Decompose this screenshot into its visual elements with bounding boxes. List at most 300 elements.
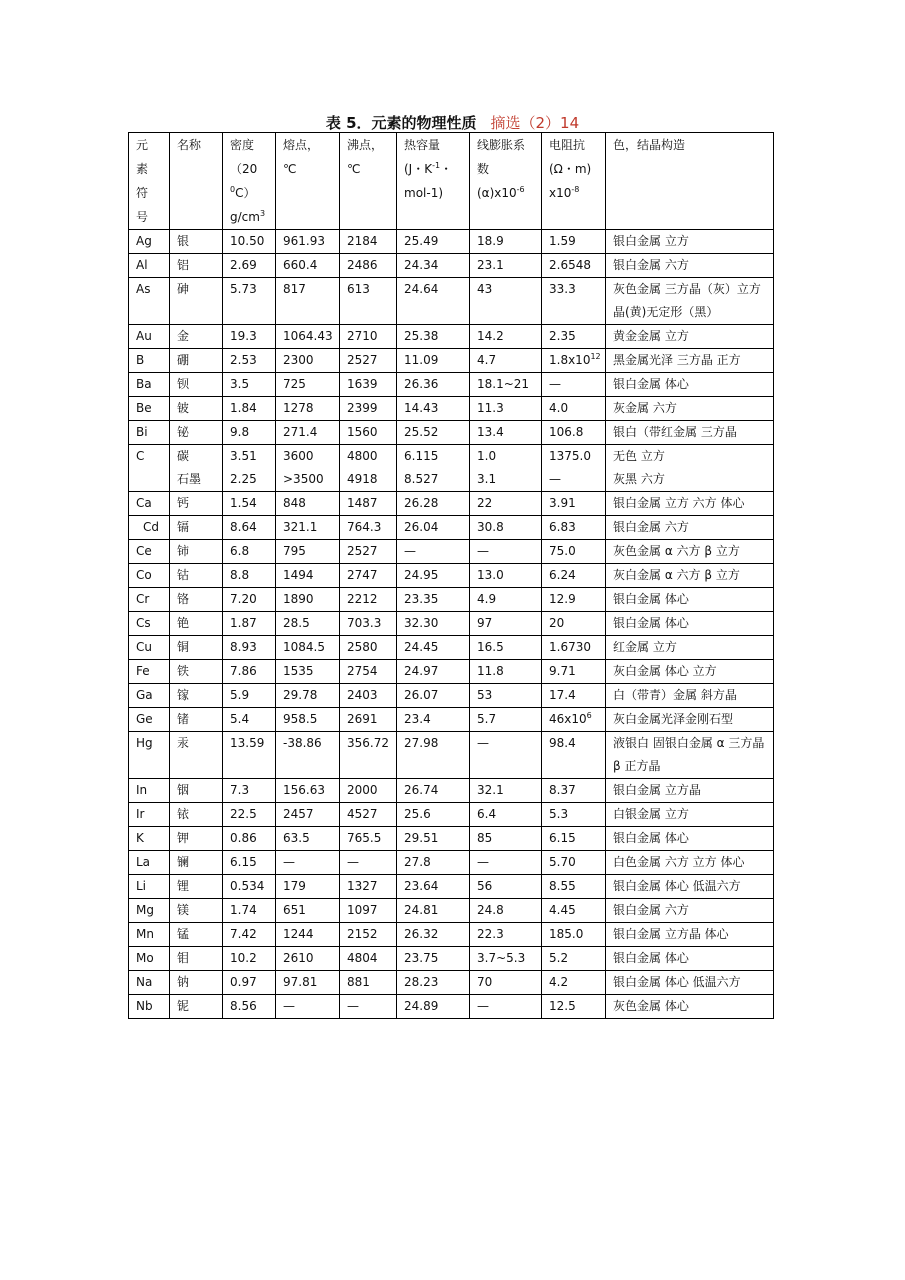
cell-thermal-expansion: 23.1 (470, 254, 542, 278)
cell-color-structure: 红金属 立方 (606, 636, 774, 660)
table-row (129, 373, 774, 397)
cell-color-structure: 银白金属 立方 六方 体心 (606, 492, 774, 516)
cell-symbol: Cu (129, 636, 170, 660)
cell-color-structure: 银白金属 六方 (606, 254, 774, 278)
cell-density: 1.74 (223, 899, 276, 923)
cell-melting-point: 156.63 (276, 779, 340, 803)
cell-boiling-point: 765.5 (340, 827, 397, 851)
table-row (129, 278, 774, 325)
cell-name: 钡 (170, 373, 223, 397)
cell-thermal-expansion: 53 (470, 684, 542, 708)
cell-name: 铯 (170, 612, 223, 636)
table-row (129, 397, 774, 421)
cell-symbol: Be (129, 397, 170, 421)
cell-density: 1.54 (223, 492, 276, 516)
cell-heat-capacity: 26.36 (397, 373, 470, 397)
cell-name: 锰 (170, 923, 223, 947)
cell-symbol: Fe (129, 660, 170, 684)
cell-resistivity: $1.8x10^{12}$ (542, 349, 606, 373)
cell-melting-point: 848 (276, 492, 340, 516)
header-symbol: 元 素 符 号 (129, 133, 170, 230)
header-melting-point: 熔点， ℃ (276, 133, 340, 230)
cell-thermal-expansion: 13.4 (470, 421, 542, 445)
cell-color-structure: 灰色金属 体心 (606, 995, 774, 1019)
cell-boiling-point: 2212 (340, 588, 397, 612)
cell-symbol: Bi (129, 421, 170, 445)
cell-boiling-point: 1097 (340, 899, 397, 923)
cell-symbol: Hg (129, 732, 170, 779)
cell-density: 19.3 (223, 325, 276, 349)
cell-color-structure: 银白（带红金属 三方晶 (606, 421, 774, 445)
cell-symbol: Ge (129, 708, 170, 732)
cell-name: 硼 (170, 349, 223, 373)
cell-symbol: Ba (129, 373, 170, 397)
table-row (129, 732, 774, 779)
cell-resistivity: 98.4 (542, 732, 606, 779)
cell-thermal-expansion: 4.9 (470, 588, 542, 612)
cell-symbol: Mo (129, 947, 170, 971)
cell-color-structure: 灰色金属 三方晶（灰）立方晶(黄)无定形（黑） (606, 278, 774, 325)
cell-heat-capacity: 23.64 (397, 875, 470, 899)
cell-melting-point: 1494 (276, 564, 340, 588)
cell-boiling-point: 2710 (340, 325, 397, 349)
cell-density: 22.5 (223, 803, 276, 827)
cell-heat-capacity: 24.45 (397, 636, 470, 660)
cell-symbol: Mn (129, 923, 170, 947)
cell-heat-capacity: 24.64 (397, 278, 470, 325)
cell-color-structure: 白色金属 六方 立方 体心 (606, 851, 774, 875)
cell-name: 镁 (170, 899, 223, 923)
cell-color-structure: 灰色金属 α 六方 β 立方 (606, 540, 774, 564)
table-row (129, 708, 774, 732)
cell-density: 1.84 (223, 397, 276, 421)
cell-boiling-point: — (340, 851, 397, 875)
cell-melting-point: 651 (276, 899, 340, 923)
cell-boiling-point: 613 (340, 278, 397, 325)
cell-name: 钠 (170, 971, 223, 995)
cell-thermal-expansion: 43 (470, 278, 542, 325)
cell-melting-point: 958.5 (276, 708, 340, 732)
cell-resistivity: 1375.0 — (542, 445, 606, 492)
cell-symbol: Co (129, 564, 170, 588)
cell-color-structure: 灰白金属 体心 立方 (606, 660, 774, 684)
cell-heat-capacity: 25.52 (397, 421, 470, 445)
cell-color-structure: 银白金属 体心 (606, 947, 774, 971)
cell-thermal-expansion: 1.0 3.1 (470, 445, 542, 492)
table-row (129, 230, 774, 254)
cell-density: 7.20 (223, 588, 276, 612)
cell-boiling-point: 2527 (340, 349, 397, 373)
cell-resistivity: — (542, 373, 606, 397)
cell-name: 汞 (170, 732, 223, 779)
table-title-main: 表 5．元素的物理性质 (325, 114, 477, 132)
table-title-note: 摘选（2）14 (490, 114, 580, 132)
cell-name: 铁 (170, 660, 223, 684)
cell-color-structure: 银白金属 立方晶 体心 (606, 923, 774, 947)
cell-resistivity: 4.0 (542, 397, 606, 421)
cell-density: 0.97 (223, 971, 276, 995)
cell-symbol: La (129, 851, 170, 875)
cell-thermal-expansion: 11.8 (470, 660, 542, 684)
cell-resistivity: 8.37 (542, 779, 606, 803)
cell-symbol: Ag (129, 230, 170, 254)
cell-density: 3.5 (223, 373, 276, 397)
cell-density: 5.9 (223, 684, 276, 708)
cell-thermal-expansion: 22 (470, 492, 542, 516)
cell-name: 锗 (170, 708, 223, 732)
cell-resistivity: 5.70 (542, 851, 606, 875)
cell-name: 铬 (170, 588, 223, 612)
cell-thermal-expansion: — (470, 732, 542, 779)
cell-heat-capacity: 26.28 (397, 492, 470, 516)
cell-thermal-expansion: 5.7 (470, 708, 542, 732)
cell-resistivity: 1.59 (542, 230, 606, 254)
cell-resistivity: 3.91 (542, 492, 606, 516)
cell-heat-capacity: — (397, 540, 470, 564)
cell-name: 钾 (170, 827, 223, 851)
cell-resistivity: 5.2 (542, 947, 606, 971)
cell-boiling-point: 2754 (340, 660, 397, 684)
table-row (129, 612, 774, 636)
cell-melting-point: 1278 (276, 397, 340, 421)
cell-melting-point: — (276, 995, 340, 1019)
cell-boiling-point: 881 (340, 971, 397, 995)
cell-symbol: In (129, 779, 170, 803)
cell-density: 8.64 (223, 516, 276, 540)
cell-symbol: K (129, 827, 170, 851)
cell-melting-point: 817 (276, 278, 340, 325)
cell-boiling-point: 1560 (340, 421, 397, 445)
table-row (129, 684, 774, 708)
cell-name: 铋 (170, 421, 223, 445)
cell-heat-capacity: 25.49 (397, 230, 470, 254)
cell-color-structure: 液银白 固银白金属 α 三方晶 β 正方晶 (606, 732, 774, 779)
table-row (129, 516, 774, 540)
cell-heat-capacity: 26.07 (397, 684, 470, 708)
cell-heat-capacity: 26.74 (397, 779, 470, 803)
cell-heat-capacity: 25.38 (397, 325, 470, 349)
cell-heat-capacity: 24.95 (397, 564, 470, 588)
cell-symbol: Ir (129, 803, 170, 827)
cell-boiling-point: 1327 (340, 875, 397, 899)
cell-melting-point: 1890 (276, 588, 340, 612)
cell-melting-point: 2457 (276, 803, 340, 827)
cell-thermal-expansion: — (470, 995, 542, 1019)
cell-name: 铝 (170, 254, 223, 278)
cell-boiling-point: 764.3 (340, 516, 397, 540)
cell-melting-point: 2300 (276, 349, 340, 373)
cell-symbol: B (129, 349, 170, 373)
header-density: 密度 （20 $^0$C） $g/cm^3$ (223, 133, 276, 230)
cell-color-structure: 无色 立方 灰黑 六方 (606, 445, 774, 492)
cell-name: 铟 (170, 779, 223, 803)
cell-thermal-expansion: 4.7 (470, 349, 542, 373)
cell-name: 镓 (170, 684, 223, 708)
cell-thermal-expansion: 97 (470, 612, 542, 636)
cell-name: 铱 (170, 803, 223, 827)
cell-boiling-point: 2184 (340, 230, 397, 254)
cell-heat-capacity: 23.35 (397, 588, 470, 612)
cell-resistivity: $46x10^6$ (542, 708, 606, 732)
cell-melting-point: -38.86 (276, 732, 340, 779)
cell-thermal-expansion: 14.2 (470, 325, 542, 349)
cell-name: 砷 (170, 278, 223, 325)
cell-boiling-point: 2486 (340, 254, 397, 278)
cell-melting-point: 1244 (276, 923, 340, 947)
cell-name: 钼 (170, 947, 223, 971)
cell-boiling-point: 4800 4918 (340, 445, 397, 492)
cell-color-structure: 银白金属 体心 (606, 373, 774, 397)
table-row (129, 827, 774, 851)
cell-color-structure: 银白金属 立方晶 (606, 779, 774, 803)
cell-color-structure: 银白金属 体心 低温六方 (606, 971, 774, 995)
table-row (129, 421, 774, 445)
cell-name: 铜 (170, 636, 223, 660)
header-boiling-point: 沸点， ℃ (340, 133, 397, 230)
cell-name: 铈 (170, 540, 223, 564)
cell-density: 8.93 (223, 636, 276, 660)
cell-symbol: Au (129, 325, 170, 349)
table-row (129, 564, 774, 588)
cell-resistivity: 12.5 (542, 995, 606, 1019)
cell-thermal-expansion: 32.1 (470, 779, 542, 803)
cell-resistivity: 6.15 (542, 827, 606, 851)
cell-symbol: Mg (129, 899, 170, 923)
cell-thermal-expansion: 18.1~21 (470, 373, 542, 397)
cell-resistivity: 12.9 (542, 588, 606, 612)
cell-resistivity: 185.0 (542, 923, 606, 947)
cell-heat-capacity: 27.8 (397, 851, 470, 875)
cell-symbol: Ca (129, 492, 170, 516)
cell-melting-point: 97.81 (276, 971, 340, 995)
cell-boiling-point: 4804 (340, 947, 397, 971)
table-row (129, 971, 774, 995)
table-row (129, 588, 774, 612)
cell-name: 银 (170, 230, 223, 254)
cell-thermal-expansion: 30.8 (470, 516, 542, 540)
cell-boiling-point: 2527 (340, 540, 397, 564)
cell-name: 镉 (170, 516, 223, 540)
cell-density: 13.59 (223, 732, 276, 779)
cell-symbol: Li (129, 875, 170, 899)
cell-heat-capacity: 27.98 (397, 732, 470, 779)
cell-melting-point: 1535 (276, 660, 340, 684)
cell-heat-capacity: 24.89 (397, 995, 470, 1019)
cell-density: 10.2 (223, 947, 276, 971)
cell-boiling-point: 2747 (340, 564, 397, 588)
cell-boiling-point: 2399 (340, 397, 397, 421)
cell-resistivity: 75.0 (542, 540, 606, 564)
cell-density: 9.8 (223, 421, 276, 445)
table-title (0, 112, 905, 133)
table-row (129, 995, 774, 1019)
cell-resistivity: 4.2 (542, 971, 606, 995)
cell-heat-capacity: 23.4 (397, 708, 470, 732)
cell-name: 钴 (170, 564, 223, 588)
cell-density: 6.8 (223, 540, 276, 564)
header-name: 名称 (170, 133, 223, 230)
cell-resistivity: 1.6730 (542, 636, 606, 660)
cell-symbol: As (129, 278, 170, 325)
table-row (129, 445, 774, 492)
cell-melting-point: 1084.5 (276, 636, 340, 660)
table-row (129, 851, 774, 875)
cell-heat-capacity: 24.34 (397, 254, 470, 278)
cell-color-structure: 银白金属 体心 (606, 827, 774, 851)
cell-density: 1.87 (223, 612, 276, 636)
cell-heat-capacity: 25.6 (397, 803, 470, 827)
cell-symbol: Al (129, 254, 170, 278)
cell-name: 金 (170, 325, 223, 349)
cell-color-structure: 银白金属 体心 低温六方 (606, 875, 774, 899)
table-row (129, 254, 774, 278)
cell-density: 2.69 (223, 254, 276, 278)
cell-symbol: Cd (129, 516, 170, 540)
cell-melting-point: 795 (276, 540, 340, 564)
cell-name: 铍 (170, 397, 223, 421)
cell-heat-capacity: 24.81 (397, 899, 470, 923)
cell-resistivity: 6.83 (542, 516, 606, 540)
table-row (129, 923, 774, 947)
cell-density: 3.51 2.25 (223, 445, 276, 492)
cell-boiling-point: 2580 (340, 636, 397, 660)
cell-symbol: C (129, 445, 170, 492)
cell-thermal-expansion: 22.3 (470, 923, 542, 947)
cell-boiling-point: 2000 (340, 779, 397, 803)
cell-name: 锂 (170, 875, 223, 899)
header-color-structure: 色，结晶构造 (606, 133, 774, 230)
cell-resistivity: 106.8 (542, 421, 606, 445)
cell-resistivity: 9.71 (542, 660, 606, 684)
table-row (129, 899, 774, 923)
cell-density: 10.50 (223, 230, 276, 254)
cell-melting-point: 63.5 (276, 827, 340, 851)
cell-density: 2.53 (223, 349, 276, 373)
cell-melting-point: 3600 >3500 (276, 445, 340, 492)
cell-color-structure: 银白金属 六方 (606, 516, 774, 540)
header-heat-capacity: 热容量 (J・$K^{-1}$・ mol-1) (397, 133, 470, 230)
cell-color-structure: 灰金属 六方 (606, 397, 774, 421)
cell-thermal-expansion: 3.7~5.3 (470, 947, 542, 971)
cell-boiling-point: 1639 (340, 373, 397, 397)
cell-thermal-expansion: 56 (470, 875, 542, 899)
table-row (129, 779, 774, 803)
cell-color-structure: 黄金金属 立方 (606, 325, 774, 349)
cell-density: 7.42 (223, 923, 276, 947)
table-row (129, 325, 774, 349)
cell-resistivity: 20 (542, 612, 606, 636)
cell-density: 7.3 (223, 779, 276, 803)
cell-density: 5.4 (223, 708, 276, 732)
cell-thermal-expansion: 70 (470, 971, 542, 995)
cell-name: 铌 (170, 995, 223, 1019)
cell-melting-point: — (276, 851, 340, 875)
cell-name: 钙 (170, 492, 223, 516)
cell-thermal-expansion: 24.8 (470, 899, 542, 923)
cell-melting-point: 29.78 (276, 684, 340, 708)
cell-resistivity: 2.35 (542, 325, 606, 349)
cell-resistivity: 33.3 (542, 278, 606, 325)
cell-thermal-expansion: 6.4 (470, 803, 542, 827)
cell-resistivity: 4.45 (542, 899, 606, 923)
cell-color-structure: 灰白金属光泽金刚石型 (606, 708, 774, 732)
cell-heat-capacity: 28.23 (397, 971, 470, 995)
cell-symbol: Ga (129, 684, 170, 708)
cell-boiling-point: 703.3 (340, 612, 397, 636)
cell-thermal-expansion: 85 (470, 827, 542, 851)
cell-symbol: Na (129, 971, 170, 995)
cell-boiling-point: 2152 (340, 923, 397, 947)
cell-density: 0.534 (223, 875, 276, 899)
cell-thermal-expansion: 13.0 (470, 564, 542, 588)
cell-symbol: Ce (129, 540, 170, 564)
cell-heat-capacity: 29.51 (397, 827, 470, 851)
cell-melting-point: 2610 (276, 947, 340, 971)
cell-color-structure: 黑金属光泽 三方晶 正方 (606, 349, 774, 373)
cell-name: 镧 (170, 851, 223, 875)
header-thermal-expansion: 线膨胀系 数 $(\alpha)x10^{-6}$ (470, 133, 542, 230)
cell-melting-point: 271.4 (276, 421, 340, 445)
cell-color-structure: 白银金属 立方 (606, 803, 774, 827)
cell-thermal-expansion: — (470, 540, 542, 564)
cell-density: 5.73 (223, 278, 276, 325)
cell-density: 8.8 (223, 564, 276, 588)
cell-boiling-point: — (340, 995, 397, 1019)
table-row (129, 492, 774, 516)
table-row (129, 660, 774, 684)
table-row (129, 349, 774, 373)
cell-resistivity: 2.6548 (542, 254, 606, 278)
cell-melting-point: 725 (276, 373, 340, 397)
cell-heat-capacity: 23.75 (397, 947, 470, 971)
cell-resistivity: 5.3 (542, 803, 606, 827)
cell-boiling-point: 4527 (340, 803, 397, 827)
cell-color-structure: 银白金属 体心 (606, 588, 774, 612)
cell-color-structure: 银白金属 体心 (606, 612, 774, 636)
cell-boiling-point: 2691 (340, 708, 397, 732)
cell-thermal-expansion: — (470, 851, 542, 875)
cell-resistivity: 8.55 (542, 875, 606, 899)
cell-thermal-expansion: 16.5 (470, 636, 542, 660)
cell-melting-point: 660.4 (276, 254, 340, 278)
cell-boiling-point: 1487 (340, 492, 397, 516)
cell-density: 7.86 (223, 660, 276, 684)
header-resistivity: 电阻抗 (Ω・m) $x10^{-8}$ (542, 133, 606, 230)
cell-color-structure: 灰白金属 α 六方 β 立方 (606, 564, 774, 588)
header-row (129, 133, 774, 230)
cell-boiling-point: 356.72 (340, 732, 397, 779)
cell-symbol: Nb (129, 995, 170, 1019)
cell-melting-point: 321.1 (276, 516, 340, 540)
cell-name: 碳 石墨 (170, 445, 223, 492)
cell-density: 0.86 (223, 827, 276, 851)
table-row (129, 803, 774, 827)
cell-heat-capacity: 32.30 (397, 612, 470, 636)
cell-heat-capacity: 14.43 (397, 397, 470, 421)
cell-melting-point: 961.93 (276, 230, 340, 254)
cell-melting-point: 28.5 (276, 612, 340, 636)
cell-color-structure: 银白金属 六方 (606, 899, 774, 923)
table-row (129, 636, 774, 660)
table-row (129, 875, 774, 899)
table-row (129, 540, 774, 564)
cell-color-structure: 白（带青）金属 斜方晶 (606, 684, 774, 708)
cell-symbol: Cr (129, 588, 170, 612)
cell-heat-capacity: 26.04 (397, 516, 470, 540)
cell-boiling-point: 2403 (340, 684, 397, 708)
cell-heat-capacity: 24.97 (397, 660, 470, 684)
cell-thermal-expansion: 18.9 (470, 230, 542, 254)
